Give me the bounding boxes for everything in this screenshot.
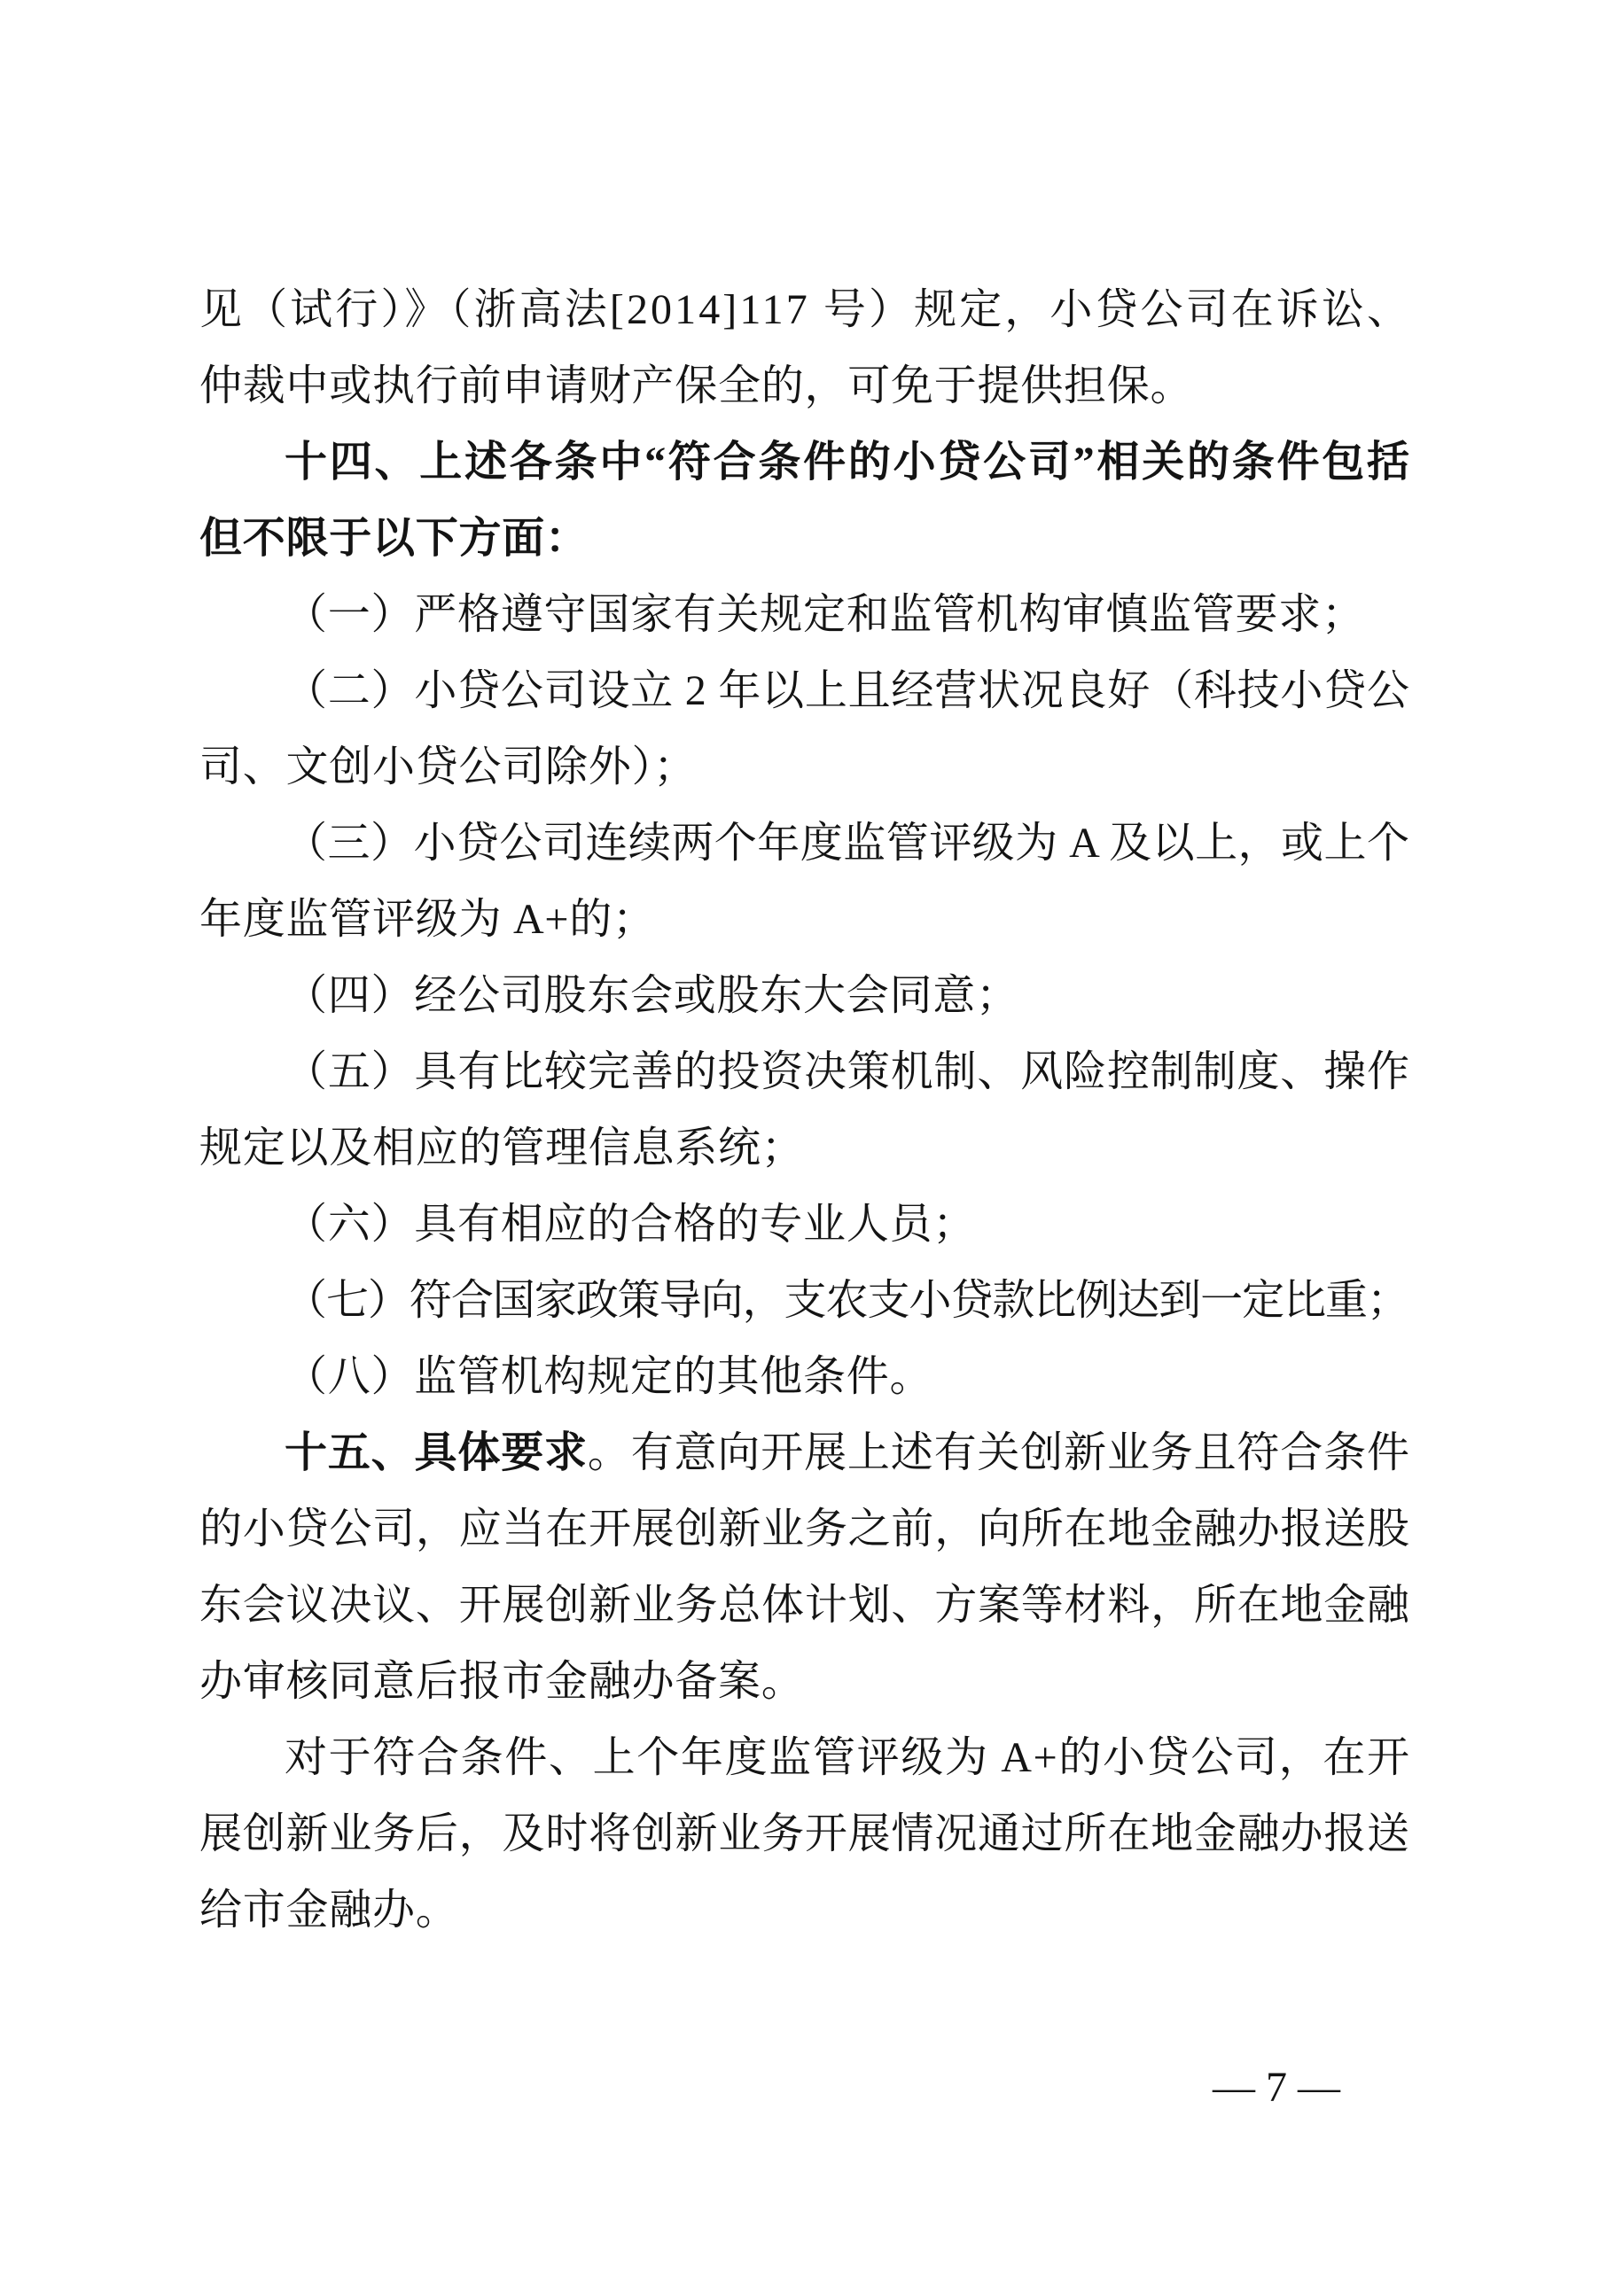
article-14-item-7 xyxy=(199,1263,1409,1339)
article-15-note-paragraph xyxy=(199,1720,1409,1949)
text-line: 的小贷公司，应当在开展创新业务之前，向所在地金融办报送股 xyxy=(199,1506,1410,1553)
text-line xyxy=(199,1415,1409,1491)
article-14-heading xyxy=(199,424,1412,577)
article-14-item-5 xyxy=(199,1034,1409,1187)
article-14-item-6 xyxy=(199,1187,1409,1263)
text-line: 对于符合条件、上个年度监管评级为 A+的小贷公司，在开 xyxy=(285,1734,1411,1781)
text-line: 见（试行）》（浙高法[2014]117 号）规定，小贷公司在诉讼、 xyxy=(199,286,1413,333)
text-line: 仲裁中或执行前申请财产保全的，可免于提供担保。 xyxy=(199,362,1194,409)
text-line: （一）严格遵守国家有关规定和监管机构审慎监管要求； xyxy=(285,591,1365,638)
text-line: 司、文创小贷公司除外）； xyxy=(199,743,698,790)
page-number: — 7 — xyxy=(1213,2064,1340,2111)
article-15-text: 。有意向开展上述有关创新业务且符合条件 xyxy=(587,1429,1410,1476)
text-line: 十四、上述各条中“符合条件的小贷公司”相关的条件包括 xyxy=(285,439,1412,486)
text-line: 但不限于以下方面： xyxy=(199,515,589,562)
text-line: （二）小贷公司设立 2 年以上且经营状况良好（科技小贷公 xyxy=(285,667,1410,714)
text-line: 规定以及相应的管理信息系统； xyxy=(199,1125,805,1171)
text-line: （七）符合国家政策导向，支农支小贷款比例达到一定比重； xyxy=(285,1277,1408,1324)
continuation-paragraph xyxy=(199,272,1413,424)
text-line: 展创新业务后，及时将创新业务开展情况通过所在地金融办报送 xyxy=(199,1810,1410,1857)
text-line: （五）具有比较完善的投资决策机制、风险控制制度、操作 xyxy=(285,1048,1410,1095)
article-14-item-1 xyxy=(199,577,1409,653)
text-line: 办审核同意后报市金融办备案。 xyxy=(199,1658,805,1705)
article-14-item-4 xyxy=(199,958,1409,1034)
article-14-item-2 xyxy=(199,653,1409,806)
document-body xyxy=(199,272,1413,1949)
article-15-paragraph xyxy=(199,1415,1409,1720)
article-14-item-8 xyxy=(199,1339,1409,1415)
article-15-heading: 十五、具体要求 xyxy=(285,1429,588,1476)
text-line: 给市金融办。 xyxy=(199,1887,459,1934)
text-line: （八）监管机构规定的其他条件。 xyxy=(285,1353,933,1400)
text-line: （三）小贷公司连续两个年度监管评级为 A 及以上，或上个 xyxy=(285,820,1410,867)
text-line: （六）具有相应的合格的专业人员； xyxy=(285,1201,977,1248)
article-14-item-3 xyxy=(199,806,1409,958)
text-line: 东会议决议、开展创新业务总体计划、方案等材料，所在地金融 xyxy=(199,1582,1410,1629)
text-line: （四）经公司股东会或股东大会同意； xyxy=(285,972,1019,1019)
text-line: 年度监管评级为 A+的； xyxy=(199,896,656,943)
